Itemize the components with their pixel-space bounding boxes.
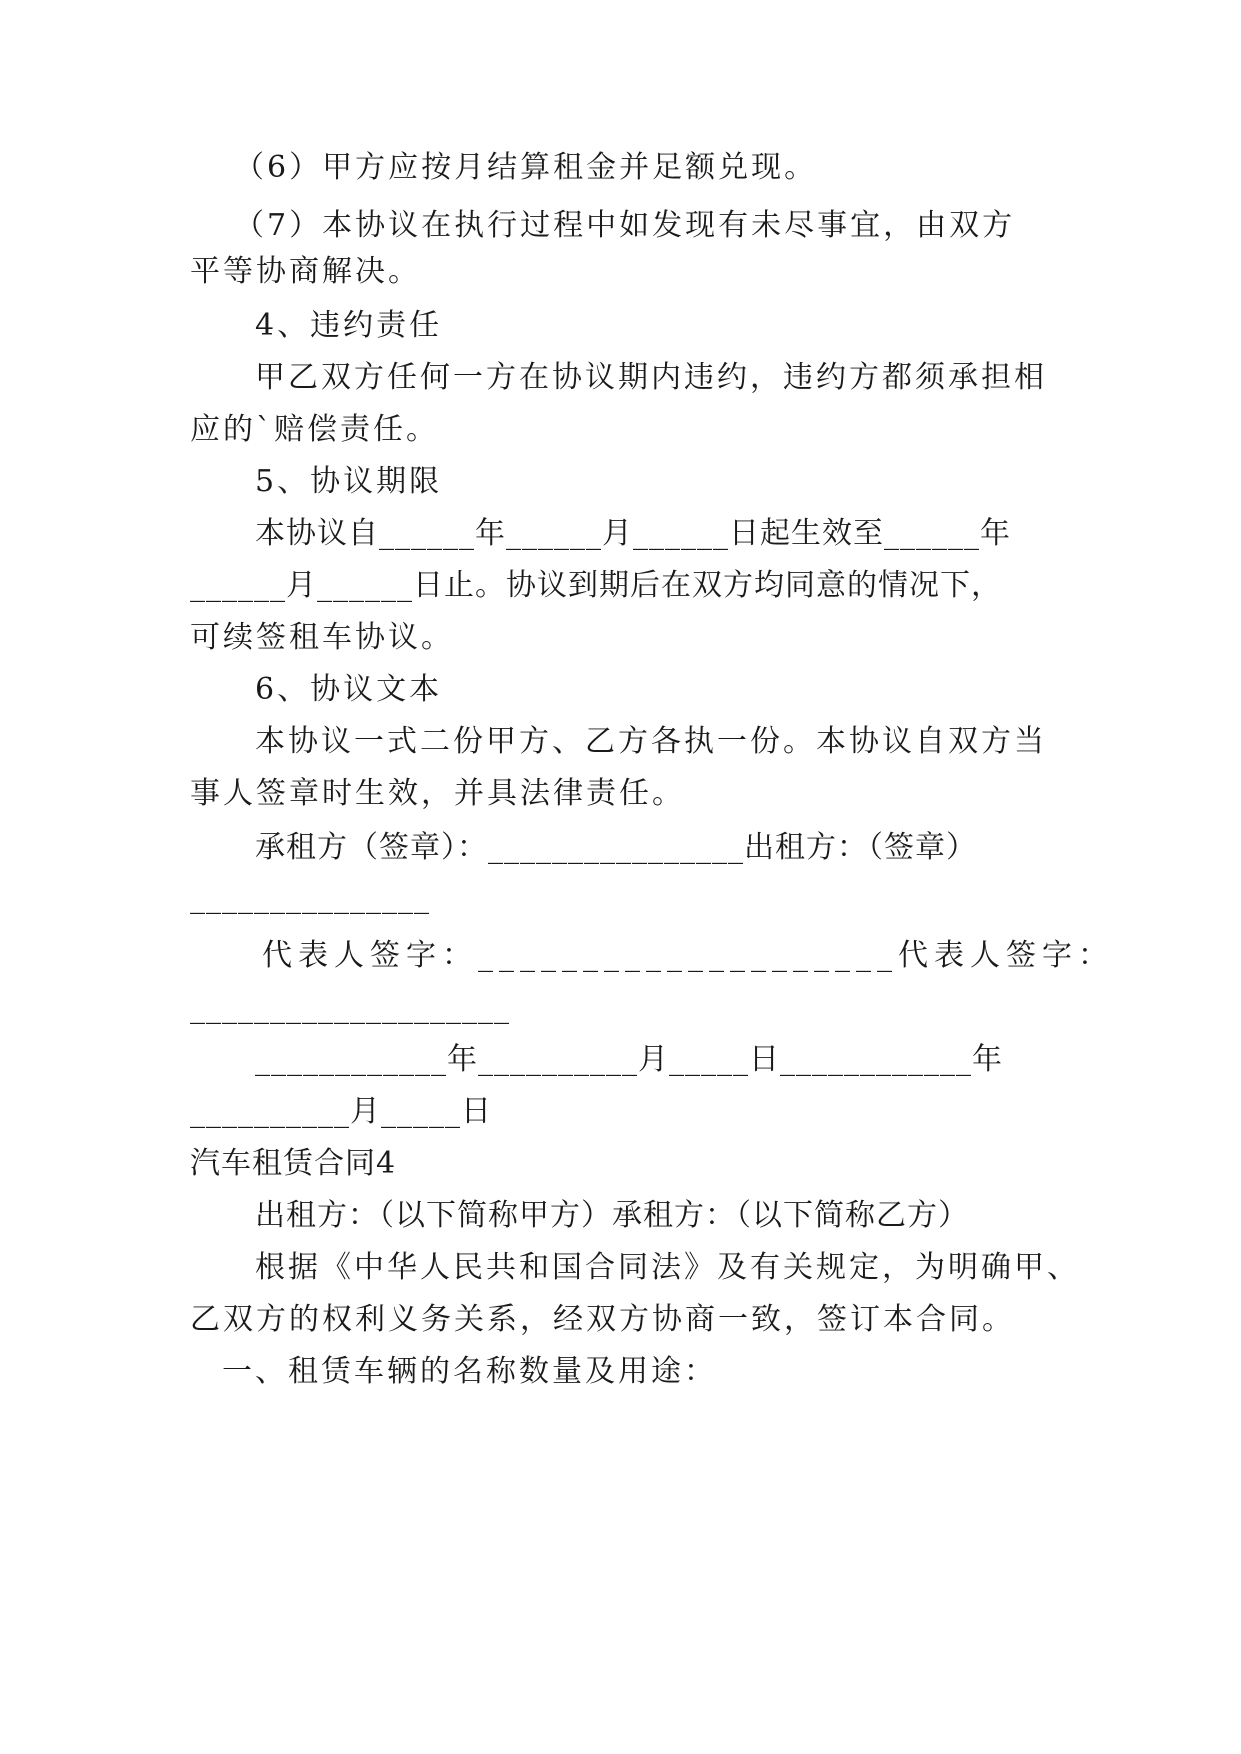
section-heading-breach: 4、违约责任 bbox=[255, 308, 443, 343]
signature-blank-1: _______________ bbox=[190, 880, 430, 915]
term-text-line-2: ______月______日止。协议到期后在双方均同意的情况下， bbox=[190, 568, 1002, 603]
date-line-2: __________月_____日 bbox=[190, 1094, 492, 1129]
breach-text-line-2: 应的`赔偿责任。 bbox=[190, 412, 439, 447]
date-line-1: ____________年__________月_____日____________年 bbox=[255, 1042, 1003, 1077]
text-clause-line-2: 事人签章时生效，并具法律责任。 bbox=[190, 776, 685, 811]
clause-6: （6）甲方应按月结算租金并足额兑现。 bbox=[234, 150, 818, 185]
text-clause-line-1: 本协议一式二份甲方、乙方各执一份。本协议自双方当 bbox=[255, 724, 1047, 759]
signature-blank-2: ____________________ bbox=[190, 990, 510, 1025]
clause-7-line-1: （7）本协议在执行过程中如发现有未尽事宜，由双方 bbox=[234, 208, 1016, 243]
preamble-line-1: 根据《中华人民共和国合同法》及有关规定，为明确甲、 bbox=[255, 1250, 1080, 1285]
section-heading-term: 5、协议期限 bbox=[255, 464, 443, 499]
term-text-line-1: 本协议自______年______月______日起生效至______年 bbox=[255, 516, 1011, 551]
clause-7-line-2: 平等协商解决。 bbox=[190, 254, 421, 289]
term-text-line-3: 可续签租车协议。 bbox=[190, 620, 454, 655]
parties-line: 出租方：（以下简称甲方）承租方：（以下简称乙方） bbox=[255, 1198, 969, 1233]
contract-title: 汽车租赁合同4 bbox=[190, 1146, 397, 1181]
signature-parties-line: 承租方（签章）：________________出租方：（签章） bbox=[255, 830, 977, 865]
representative-signature-line: 代表人签字：____________________代表人签字： bbox=[262, 938, 1114, 973]
preamble-line-2: 乙双方的权利义务关系，经双方协商一致，签订本合同。 bbox=[190, 1302, 1015, 1337]
section-heading-text: 6、协议文本 bbox=[255, 672, 443, 707]
breach-text-line-1: 甲乙双方任何一方在协议期内违约，违约方都须承担相 bbox=[255, 360, 1047, 395]
section-heading-vehicle: 一、租赁车辆的名称数量及用途： bbox=[222, 1354, 717, 1389]
